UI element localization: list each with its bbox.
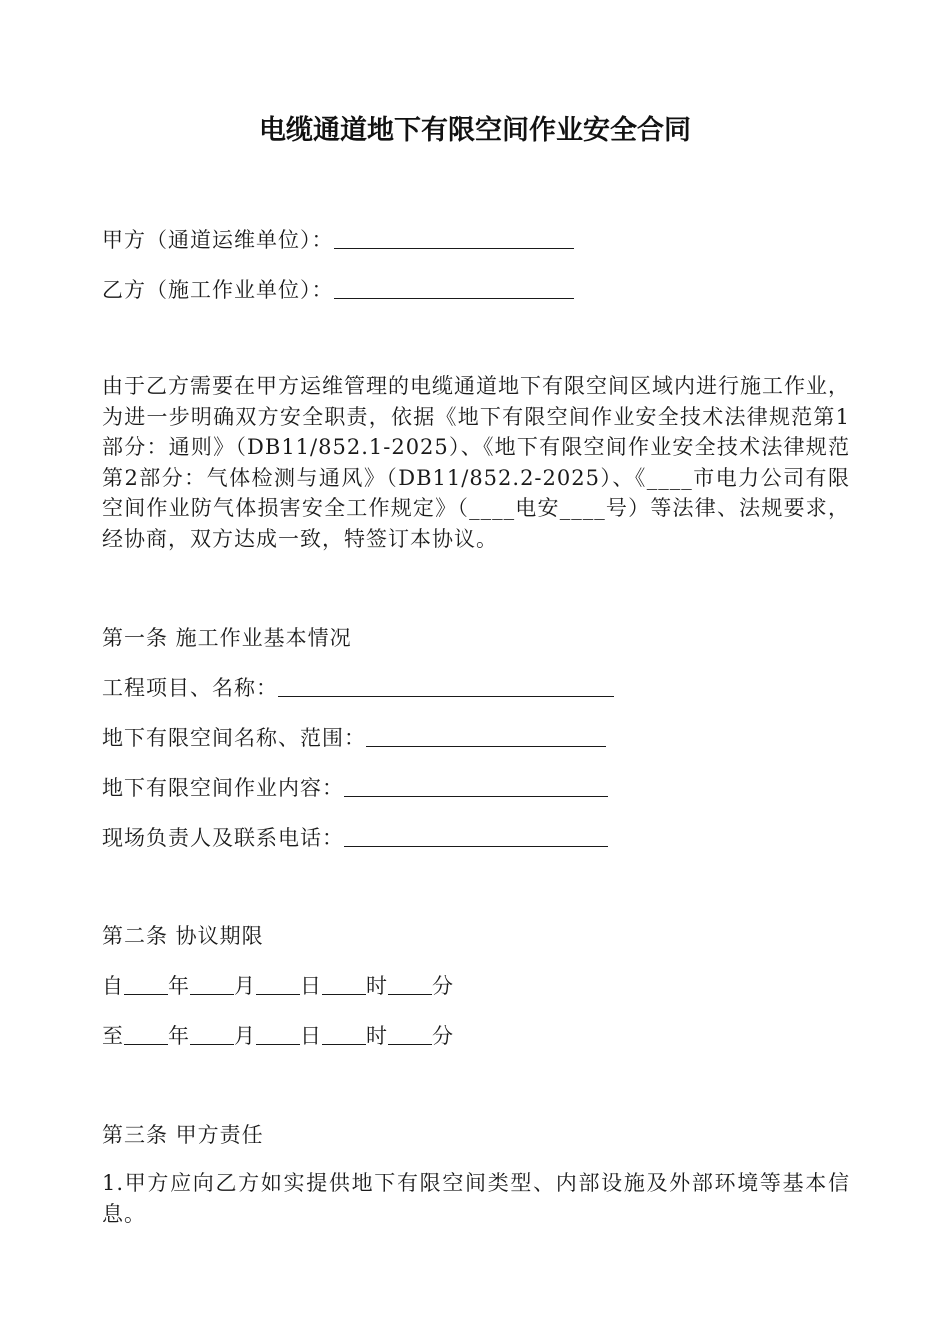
space-name-line (102, 722, 606, 752)
intro-paragraph: 由于乙方需要在甲方运维管理的电缆通道地下有限空间区域内进行施工作业，为进一步明确双方安全职责，依据《地下有限空间作业安全技术法律规范第1部分：通则》（DB11/852.1-2025）、《地下有限空间作业安全技术法律规范第2部分：气体检测与通风》（DB11/852.2-2025）、《____市电力公司有限空间作业防气体损害安全工作规定》（____电安____号）等法律、法规要求，经协商，双方达成一致，特签订本协议。 (102, 374, 850, 551)
project-name-blank[interactable] (278, 674, 614, 697)
party-a-line (102, 224, 574, 254)
from-year-blank[interactable] (124, 972, 168, 995)
article3-heading: 第三条 甲方责任 (102, 1123, 264, 1147)
work-content-label: 地下有限空间作业内容： (102, 776, 344, 800)
day-label: 日 (300, 1024, 322, 1048)
party-b-label: 乙方（施工作业单位）： (102, 278, 334, 302)
space-name-blank[interactable] (366, 724, 606, 747)
work-content-blank[interactable] (344, 774, 608, 797)
document-title: 电缆通道地下有限空间作业安全合同 (259, 115, 691, 146)
month-label: 月 (234, 1024, 256, 1048)
to-day-blank[interactable] (256, 1022, 300, 1045)
from-minute-blank[interactable] (388, 972, 432, 995)
period-from-line (102, 970, 454, 1000)
article3-item1: 1.甲方应向乙方如实提供地下有限空间类型、内部设施及外部环境等基本信息。 (102, 1171, 850, 1226)
party-b-blank[interactable] (334, 276, 574, 299)
year-label: 年 (168, 1024, 190, 1048)
contact-label: 现场负责人及联系电话： (102, 826, 344, 850)
article1-heading: 第一条 施工作业基本情况 (102, 626, 352, 650)
project-name-line (102, 672, 614, 702)
from-day-blank[interactable] (256, 972, 300, 995)
to-hour-blank[interactable] (322, 1022, 366, 1045)
space-name-label: 地下有限空间名称、范围： (102, 726, 366, 750)
month-label: 月 (234, 974, 256, 998)
party-b-line (102, 274, 574, 304)
from-hour-blank[interactable] (322, 972, 366, 995)
to-month-blank[interactable] (190, 1022, 234, 1045)
project-name-label: 工程项目、名称： (102, 676, 278, 700)
contact-blank[interactable] (344, 824, 608, 847)
to-minute-blank[interactable] (388, 1022, 432, 1045)
day-label: 日 (300, 974, 322, 998)
work-content-line (102, 772, 608, 802)
from-month-blank[interactable] (190, 972, 234, 995)
to-year-blank[interactable] (124, 1022, 168, 1045)
period-to-line (102, 1020, 454, 1050)
hour-label: 时 (366, 974, 388, 998)
article2-heading: 第二条 协议期限 (102, 924, 264, 948)
year-label: 年 (168, 974, 190, 998)
minute-label: 分 (432, 1024, 454, 1048)
to-label: 至 (102, 1024, 124, 1048)
hour-label: 时 (366, 1024, 388, 1048)
contact-line (102, 822, 608, 852)
minute-label: 分 (432, 974, 454, 998)
from-label: 自 (102, 974, 124, 998)
party-a-blank[interactable] (334, 226, 574, 249)
party-a-label: 甲方（通道运维单位）： (102, 228, 334, 252)
